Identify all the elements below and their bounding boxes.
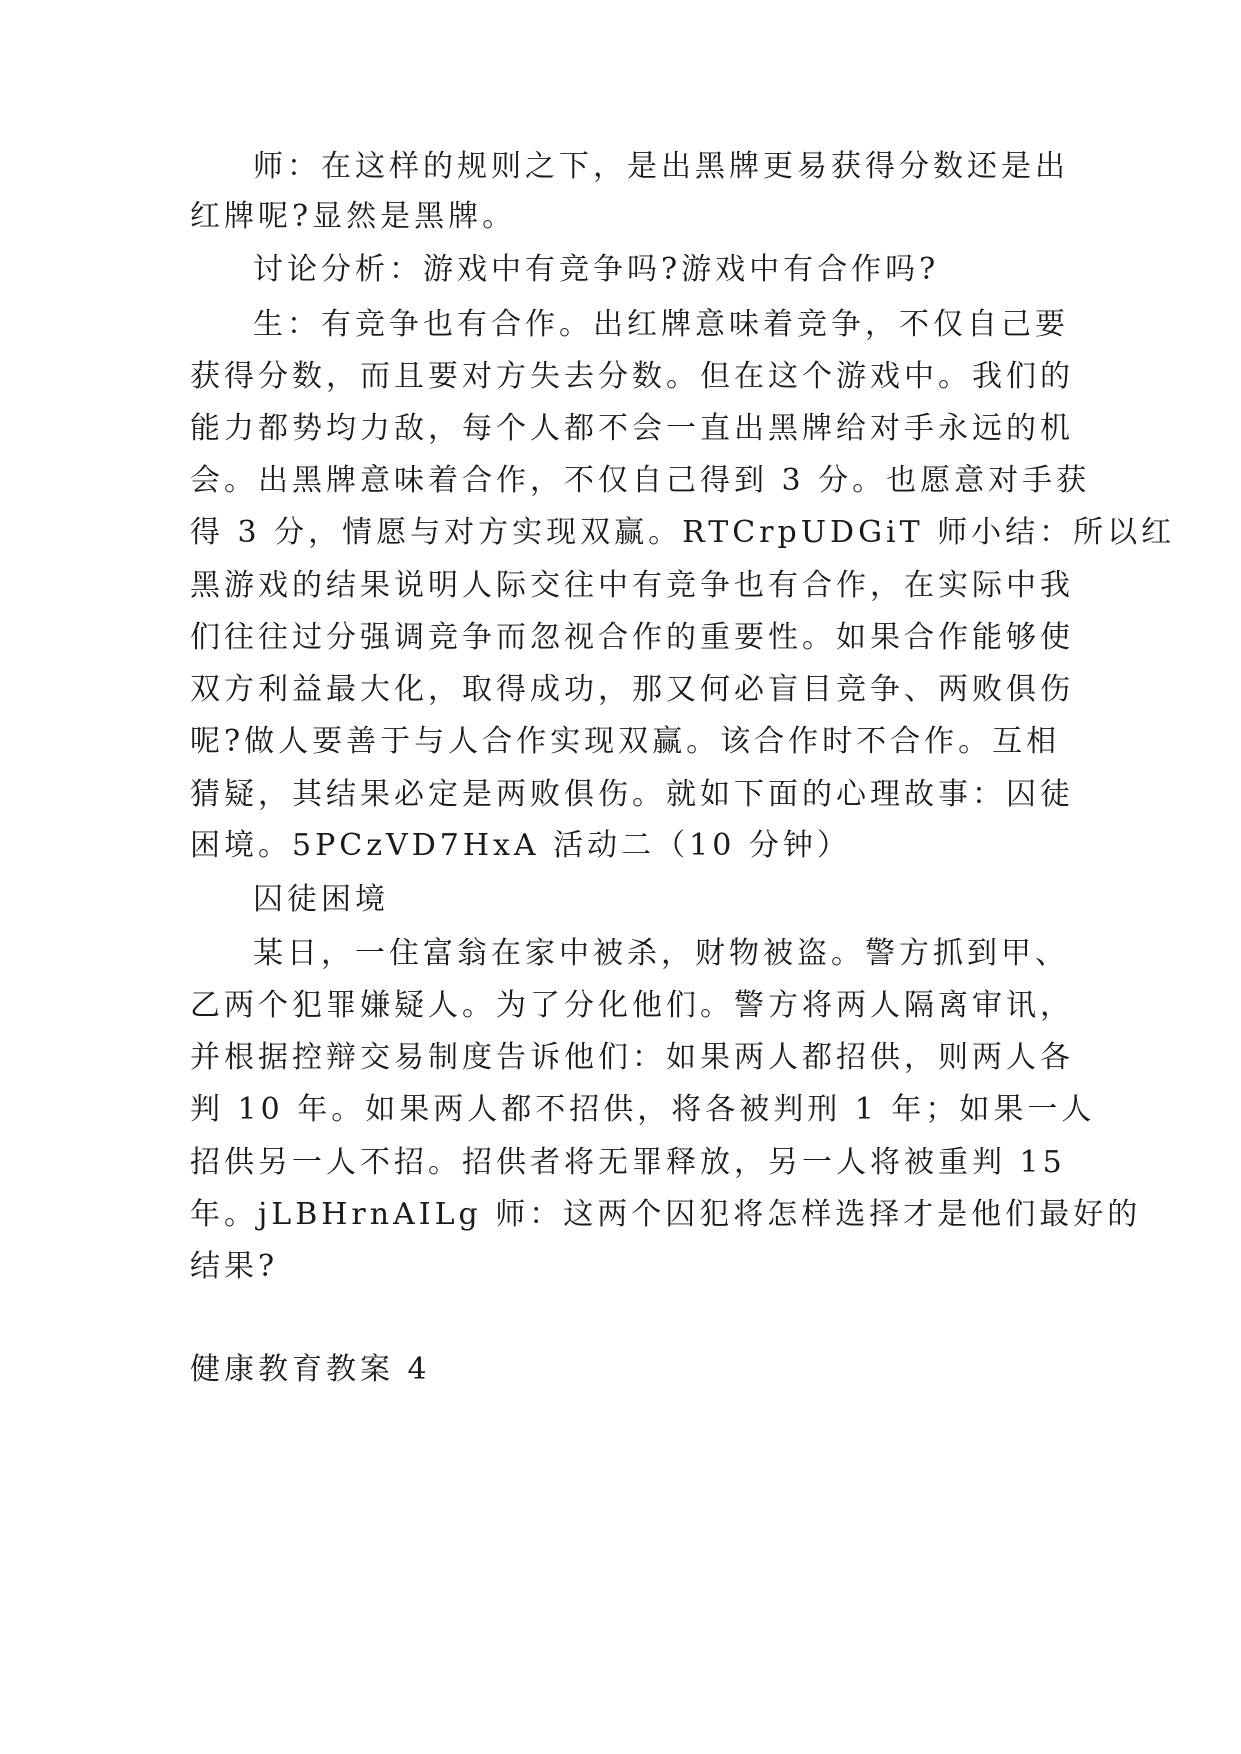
document-title: 健康教育教案 4 [190,1352,431,1387]
text-line-10: 们往往过分强调竞争而忽视合作的重要性。如果合作能够使 [190,620,1074,655]
text-line-17: 乙两个犯罪嫌疑人。为了分化他们。警方将两人隔离审讯， [190,988,1074,1023]
text-line-20: 招供另一人不招。招供者将无罪释放，另一人将被重判 15 [190,1145,1066,1180]
text-line-19: 判 10 年。如果两人都不招供，将各被判刑 1 年；如果一人 [190,1092,1096,1127]
text-line-18: 并根据控辩交易制度告诉他们：如果两人都招供，则两人各 [190,1040,1074,1075]
text-line-12: 呢?做人要善于与人合作实现双赢。该合作时不合作。互相 [190,724,1061,759]
text-line-9: 黑游戏的结果说明人际交往中有竞争也有合作，在实际中我 [190,568,1074,603]
text-line-21: 年。jLBHrnAILg 师：这两个囚犯将怎样选择才是他们最好的 [190,1197,1142,1232]
text-line-3: 讨论分析：游戏中有竞争吗?游戏中有合作吗? [253,252,940,287]
text-line-5: 获得分数，而且要对方失去分数。但在这个游戏中。我们的 [190,359,1074,394]
text-line-6: 能力都势均力敌，每个人都不会一直出黑牌给对手永远的机 [190,411,1074,446]
text-line-2: 红牌呢?显然是黑牌。 [190,199,517,234]
text-line-1: 师：在这样的规则之下，是出黑牌更易获得分数还是出 [253,149,1069,184]
text-line-8: 得 3 分，情愿与对方实现双赢。RTCrpUDGiT 师小结：所以红 [190,515,1176,550]
section-heading: 囚徒困境 [253,882,389,917]
text-line-7: 会。出黑牌意味着合作，不仅自己得到 3 分。也愿意对手获 [190,463,1091,498]
text-line-13: 猜疑，其结果必定是两败俱伤。就如下面的心理故事：囚徒 [190,777,1074,812]
text-line-11: 双方利益最大化，取得成功，那又何必盲目竞争、两败俱伤 [190,672,1074,707]
text-line-4: 生：有竞争也有合作。出红牌意味着竞争，不仅自己要 [253,307,1069,342]
text-line-22: 结果? [190,1249,279,1284]
text-line-16: 某日，一住富翁在家中被杀，财物被盗。警方抓到甲、 [253,936,1069,971]
text-line-14: 困境。5PCzVD7HxA 活动二（10 分钟） [190,828,851,863]
